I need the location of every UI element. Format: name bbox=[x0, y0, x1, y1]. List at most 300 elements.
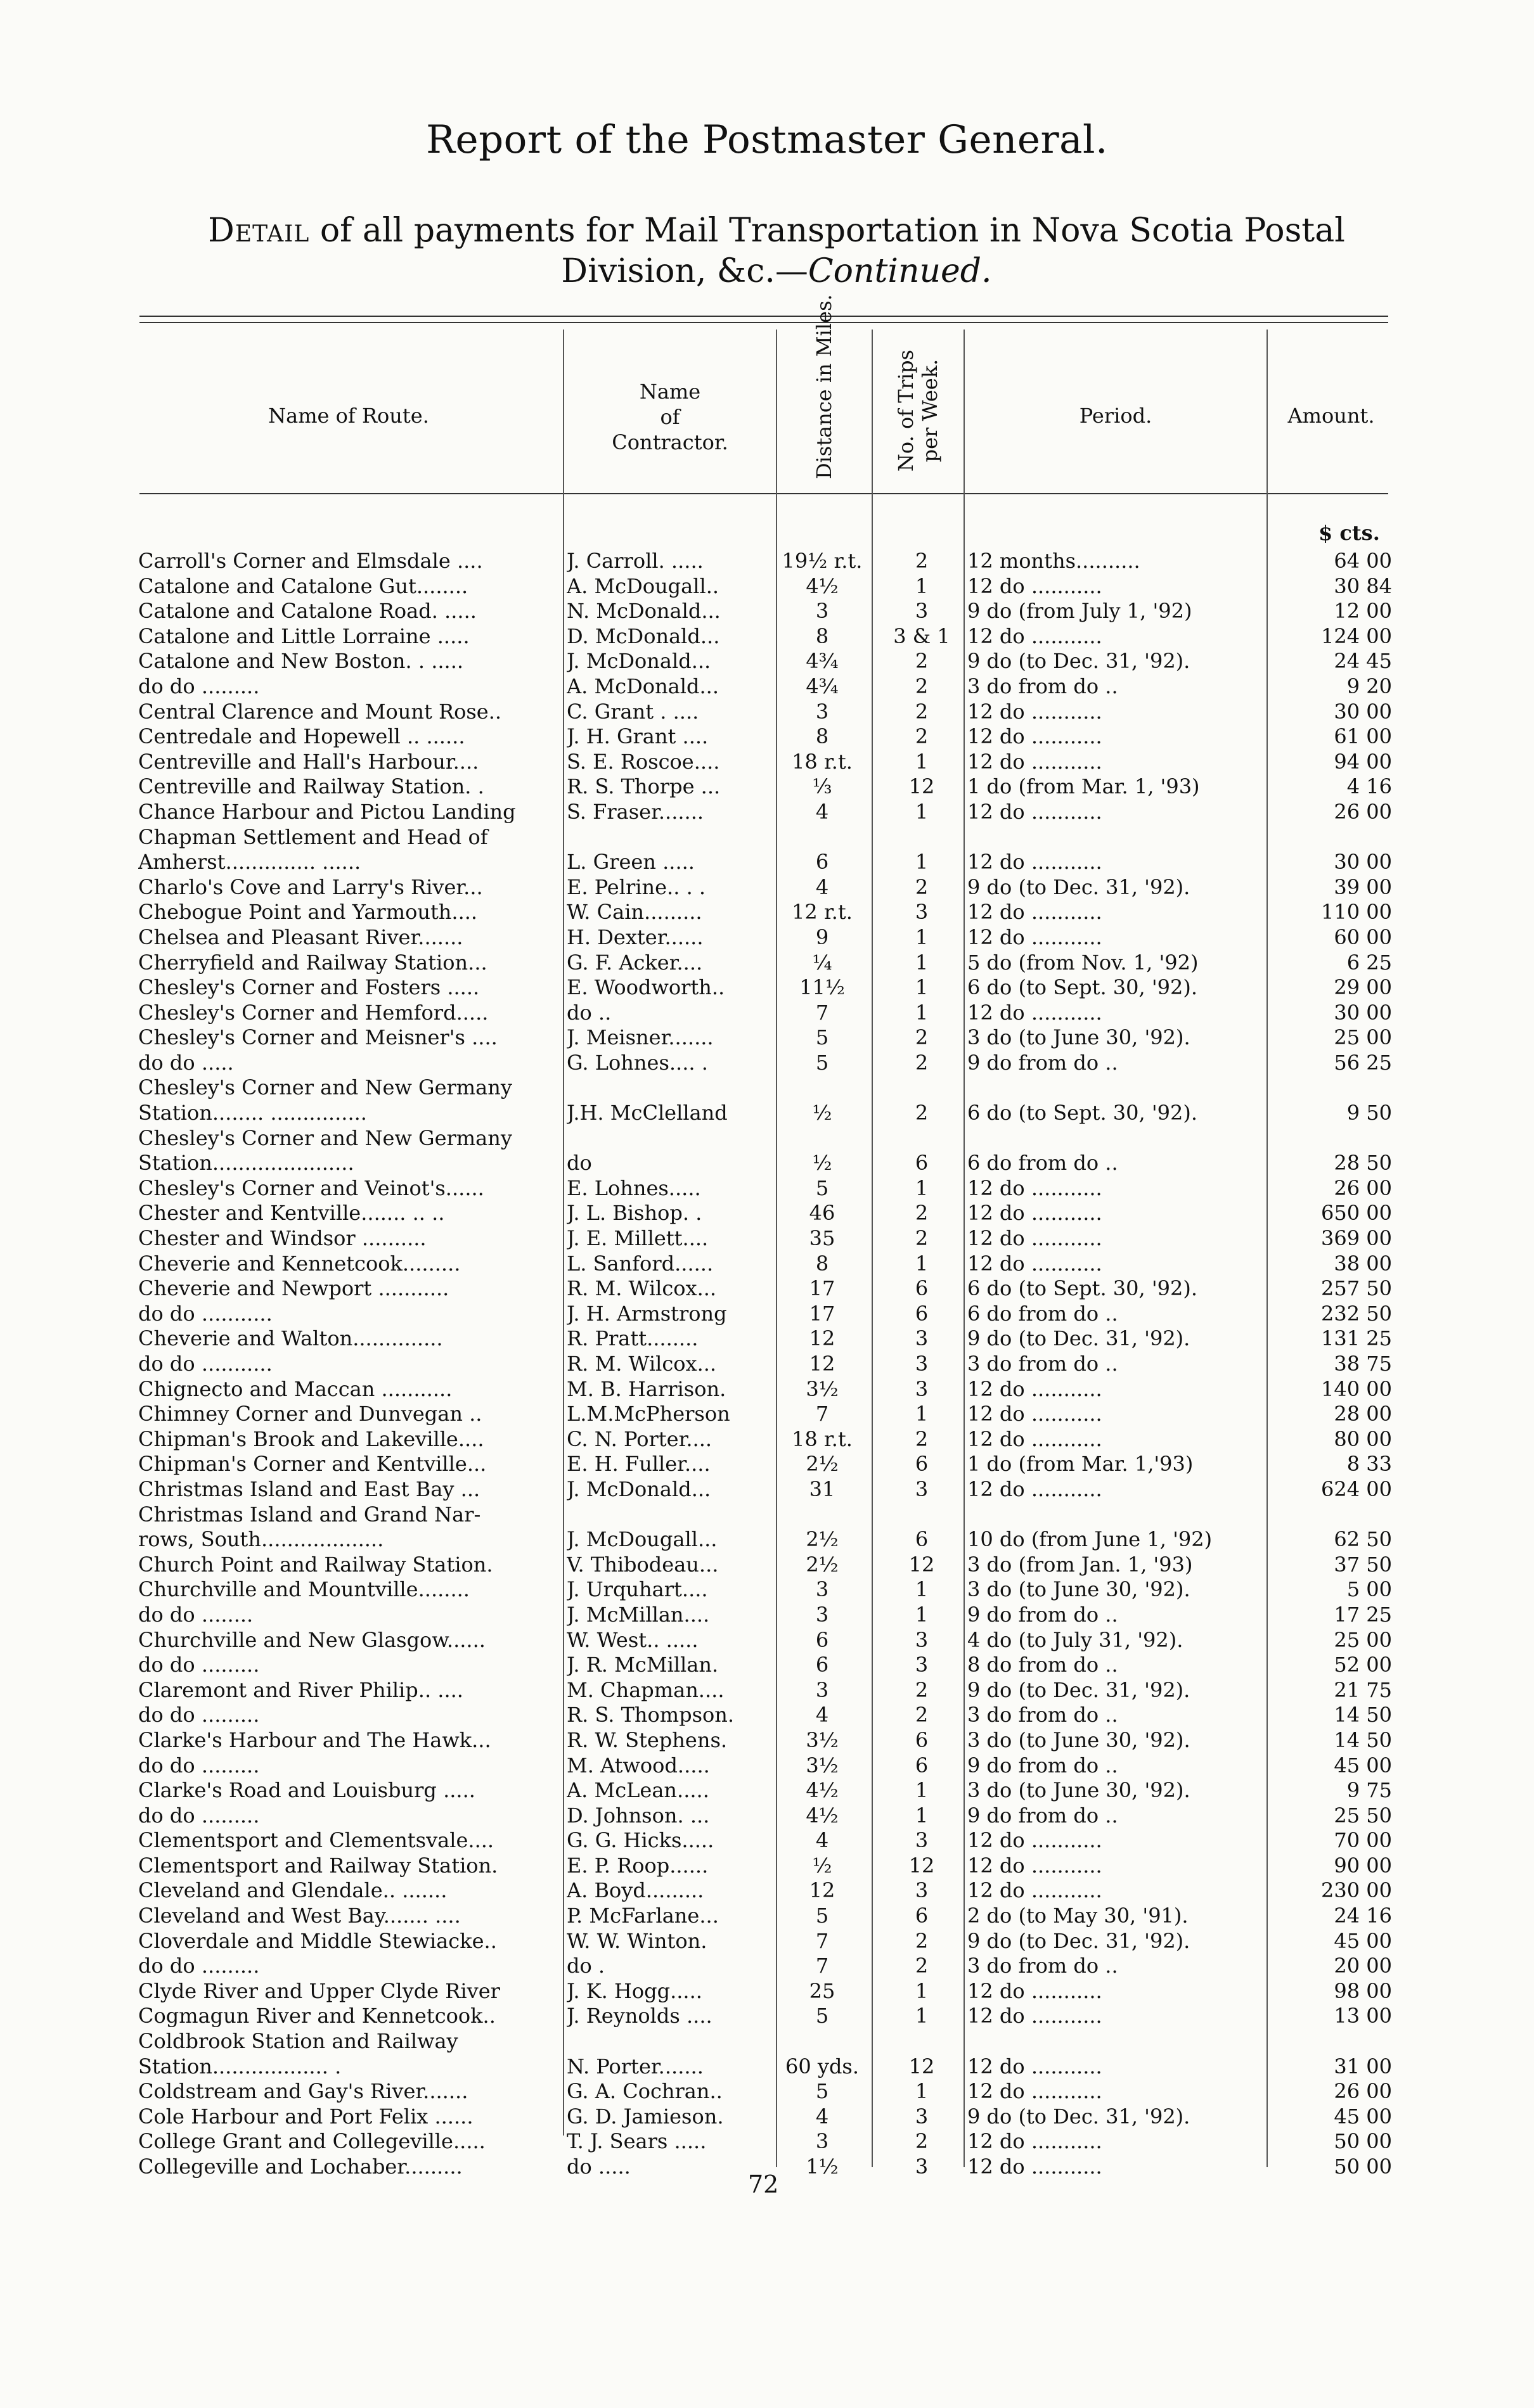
cell-route: do do ......... bbox=[138, 674, 260, 698]
cell-distance: 4½ bbox=[806, 573, 839, 598]
cell-trips: 3 & 1 bbox=[893, 624, 950, 648]
table-row bbox=[0, 1828, 1534, 1854]
cell-contractor: do bbox=[567, 1151, 592, 1175]
cell-trips: 1 bbox=[915, 975, 929, 1000]
cell-distance: 5 bbox=[815, 1025, 829, 1050]
cell-route: Cleveland and Glendale.. ....... bbox=[138, 1878, 448, 1903]
cell-distance: 11½ bbox=[799, 975, 845, 1000]
cell-amount: 38 75 bbox=[1334, 1352, 1392, 1376]
cell-contractor: J. McDonald... bbox=[567, 1476, 711, 1501]
table-row bbox=[0, 1979, 1534, 2004]
cell-contractor: do .. bbox=[567, 1000, 612, 1025]
cell-trips: 2 bbox=[915, 1954, 929, 1978]
cell-trips: 1 bbox=[915, 1778, 929, 1803]
cell-distance: 4¾ bbox=[806, 674, 839, 698]
cell-contractor: E. H. Fuller.... bbox=[567, 1452, 711, 1476]
cell-contractor: A. Boyd......... bbox=[567, 1878, 704, 1903]
cell-contractor: G. F. Acker.... bbox=[567, 950, 703, 975]
cell-trips: 1 bbox=[915, 2079, 929, 2104]
table-row bbox=[0, 599, 1534, 624]
cell-amount: 28 00 bbox=[1334, 1402, 1392, 1426]
cell-amount: 6 25 bbox=[1346, 950, 1392, 975]
cell-trips: 1 bbox=[915, 1000, 929, 1025]
cell-distance: 4 bbox=[815, 799, 829, 824]
cell-trips: 1 bbox=[915, 1577, 929, 1602]
cell-period: 12 do ........... bbox=[967, 1251, 1102, 1276]
table-row bbox=[0, 1527, 1534, 1553]
cell-trips: 3 bbox=[915, 1476, 929, 1501]
cell-amount: 9 50 bbox=[1346, 1101, 1392, 1125]
cell-period: 8 do from do .. bbox=[967, 1653, 1118, 1677]
cell-trips: 2 bbox=[915, 1101, 929, 1125]
table-row bbox=[0, 1577, 1534, 1603]
cell-amount: 140 00 bbox=[1321, 1376, 1392, 1401]
cell-contractor: D. Johnson. ... bbox=[567, 1803, 710, 1828]
cell-route: Station.................. . bbox=[138, 2054, 342, 2078]
cell-route: Cheverie and Walton.............. bbox=[138, 1326, 443, 1351]
cell-amount: 232 50 bbox=[1321, 1301, 1392, 1326]
cell-trips: 1 bbox=[915, 950, 929, 975]
cell-route: Clarke's Harbour and The Hawk... bbox=[138, 1727, 491, 1752]
cell-amount: 25 50 bbox=[1334, 1803, 1392, 1828]
cell-route: Catalone and Catalone Gut........ bbox=[138, 573, 468, 598]
cell-trips: 3 bbox=[915, 1828, 929, 1853]
subtitle-rest: of all payments for Mail Transportation in Nova Scotia Postal bbox=[319, 212, 1345, 250]
table-row bbox=[0, 875, 1534, 900]
table-row bbox=[0, 1276, 1534, 1302]
cell-period: 6 do from do .. bbox=[967, 1151, 1118, 1175]
cell-distance: 3½ bbox=[806, 1727, 839, 1752]
cell-contractor: E. Lohnes..... bbox=[567, 1175, 701, 1200]
cell-contractor: L. Green ..... bbox=[567, 850, 695, 874]
cell-contractor: W. Cain......... bbox=[567, 900, 702, 925]
cell-distance: 2½ bbox=[806, 1452, 839, 1476]
cell-distance: 6 bbox=[815, 1627, 829, 1652]
table-row bbox=[0, 900, 1534, 925]
cell-contractor: do ..... bbox=[567, 2155, 631, 2179]
table-row bbox=[0, 2079, 1534, 2104]
cell-contractor: V. Thibodeau... bbox=[567, 1552, 719, 1577]
cell-period: 12 do ........... bbox=[967, 925, 1102, 949]
cell-amount: 61 00 bbox=[1334, 724, 1392, 749]
table-row bbox=[0, 2129, 1534, 2155]
cell-contractor: P. McFarlane... bbox=[567, 1904, 719, 1928]
cell-amount: 110 00 bbox=[1321, 900, 1392, 925]
cell-amount: 14 50 bbox=[1334, 1727, 1392, 1752]
cell-trips: 2 bbox=[915, 1703, 929, 1727]
cell-route: do do ..... bbox=[138, 1050, 234, 1075]
cell-amount: 14 50 bbox=[1334, 1703, 1392, 1727]
cell-trips: 1 bbox=[915, 749, 929, 774]
table-row bbox=[0, 1653, 1534, 1678]
cell-route: Chesley's Corner and Meisner's .... bbox=[138, 1025, 498, 1050]
cell-period: 3 do from do .. bbox=[967, 1352, 1118, 1376]
cell-contractor: A. McLean..... bbox=[567, 1778, 709, 1803]
cell-period: 9 do (to Dec. 31, '92). bbox=[967, 2104, 1190, 2129]
cell-contractor: H. Dexter...... bbox=[567, 925, 704, 949]
cell-route: Centredale and Hopewell .. ...... bbox=[138, 724, 465, 749]
cell-amount: 70 00 bbox=[1334, 1828, 1392, 1853]
cell-route: Chipman's Brook and Lakeville.... bbox=[138, 1426, 484, 1451]
cell-distance: 6 bbox=[815, 850, 829, 874]
cell-period: 12 do ........... bbox=[967, 2079, 1102, 2104]
cell-distance: ½ bbox=[812, 1853, 832, 1878]
cell-contractor: do . bbox=[567, 1954, 605, 1978]
cell-period: 12 do ........... bbox=[967, 699, 1102, 724]
cell-distance: 7 bbox=[815, 1954, 829, 1978]
cell-contractor: R. S. Thorpe ... bbox=[567, 774, 721, 799]
cell-trips: 3 bbox=[915, 2104, 929, 2129]
cell-period: 9 do (to Dec. 31, '92). bbox=[967, 649, 1190, 674]
table-row bbox=[0, 850, 1534, 875]
cell-contractor: M. B. Harrison. bbox=[567, 1376, 726, 1401]
cell-amount: 8 33 bbox=[1346, 1452, 1392, 1476]
cell-period: 9 do (to Dec. 31, '92). bbox=[967, 874, 1190, 899]
cell-route: do do ........ bbox=[138, 1602, 254, 1627]
table-row bbox=[0, 1929, 1534, 1954]
cell-amount: 9 75 bbox=[1346, 1778, 1392, 1803]
cell-trips: 1 bbox=[915, 1803, 929, 1828]
cell-contractor: J.H. McClelland bbox=[567, 1101, 728, 1125]
cell-trips: 1 bbox=[915, 1602, 929, 1627]
cell-trips: 2 bbox=[915, 549, 929, 573]
cell-trips: 2 bbox=[915, 1226, 929, 1251]
cell-route: do do ......... bbox=[138, 1653, 260, 1677]
cell-contractor: T. J. Sears ..... bbox=[567, 2129, 707, 2154]
cell-route: Charlo's Cove and Larry's River... bbox=[138, 874, 483, 899]
cell-distance: 3½ bbox=[806, 1376, 839, 1401]
table-row bbox=[0, 1703, 1534, 1728]
cell-distance: 2½ bbox=[806, 1527, 839, 1552]
cell-distance: 4½ bbox=[806, 1803, 839, 1828]
table-row bbox=[0, 624, 1534, 650]
cell-contractor: G. Lohnes.... . bbox=[567, 1050, 708, 1075]
cell-period: 12 do ........... bbox=[967, 1978, 1102, 2003]
cell-amount: 12 00 bbox=[1334, 599, 1392, 624]
cell-contractor: C. N. Porter.... bbox=[567, 1426, 712, 1451]
cell-trips: 1 bbox=[915, 850, 929, 874]
cell-period: 12 do ........... bbox=[967, 850, 1102, 874]
cell-distance: 4 bbox=[815, 1828, 829, 1853]
table-row bbox=[0, 1603, 1534, 1628]
cell-route: Station........ ............... bbox=[138, 1101, 367, 1125]
payments-table bbox=[0, 549, 1534, 2180]
table-row bbox=[0, 975, 1534, 1001]
header-contractor-line2: of bbox=[660, 405, 680, 429]
page-title: Report of the Postmaster General. bbox=[426, 117, 1108, 162]
cell-distance: 5 bbox=[815, 1904, 829, 1928]
cell-trips: 1 bbox=[915, 573, 929, 598]
cell-route: Christmas Island and Grand Nar- bbox=[138, 1502, 481, 1527]
cell-amount: 30 00 bbox=[1334, 1000, 1392, 1025]
cell-period: 12 do ........... bbox=[967, 799, 1102, 824]
table-row bbox=[0, 1001, 1534, 1026]
cell-contractor: G. D. Jamieson. bbox=[567, 2104, 724, 2129]
cell-amount: 45 00 bbox=[1334, 1753, 1392, 1777]
cell-distance: 12 bbox=[809, 1326, 835, 1351]
cell-distance: 8 bbox=[815, 624, 829, 648]
header-trips bbox=[894, 335, 942, 487]
cell-period: 12 do ........... bbox=[967, 573, 1102, 598]
cell-route: Cloverdale and Middle Stewiacke.. bbox=[138, 1928, 497, 1953]
cell-trips: 1 bbox=[915, 799, 929, 824]
cell-trips: 6 bbox=[915, 1727, 929, 1752]
cell-amount: 21 75 bbox=[1334, 1677, 1392, 1702]
table-row bbox=[0, 1226, 1534, 1252]
cell-amount: 30 00 bbox=[1334, 850, 1392, 874]
cell-period: 12 do ........... bbox=[967, 1201, 1102, 1226]
cell-contractor: R. M. Wilcox... bbox=[567, 1276, 717, 1301]
cell-period: 12 do ........... bbox=[967, 624, 1102, 648]
cell-period: 2 do (to May 30, '91). bbox=[967, 1904, 1189, 1928]
cell-route: Chimney Corner and Dunvegan .. bbox=[138, 1402, 482, 1426]
cell-distance: 5 bbox=[815, 2079, 829, 2104]
cell-distance: 35 bbox=[809, 1226, 835, 1251]
cell-distance: 31 bbox=[809, 1476, 835, 1501]
cell-distance: 25 bbox=[809, 1978, 835, 2003]
table-row bbox=[0, 574, 1534, 599]
cell-amount: 37 50 bbox=[1334, 1552, 1392, 1577]
cell-contractor: R. Pratt........ bbox=[567, 1326, 699, 1351]
cell-distance: 5 bbox=[815, 1175, 829, 1200]
cell-contractor: J. E. Millett.... bbox=[567, 1226, 709, 1251]
cell-route: Chesley's Corner and Fosters ..... bbox=[138, 975, 480, 1000]
cell-period: 9 do from do .. bbox=[967, 1803, 1118, 1828]
cell-period: 12 months.......... bbox=[967, 549, 1140, 573]
cell-amount: 45 00 bbox=[1334, 1928, 1392, 1953]
cell-contractor: A. McDonald... bbox=[567, 674, 719, 698]
cell-contractor: R. M. Wilcox... bbox=[567, 1352, 717, 1376]
cell-period: 12 do ........... bbox=[967, 724, 1102, 749]
cell-trips: 3 bbox=[915, 1627, 929, 1652]
cell-amount: 94 00 bbox=[1334, 749, 1392, 774]
table-row bbox=[0, 1201, 1534, 1226]
table-row bbox=[0, 1302, 1534, 1327]
cell-distance: 3 bbox=[815, 1577, 829, 1602]
cell-trips: 12 bbox=[908, 774, 935, 799]
table-row bbox=[0, 750, 1534, 775]
cell-trips: 3 bbox=[915, 1653, 929, 1677]
table-row bbox=[0, 1252, 1534, 1277]
cell-amount: 80 00 bbox=[1334, 1426, 1392, 1451]
cell-distance: 7 bbox=[815, 1402, 829, 1426]
cell-amount: 9 20 bbox=[1346, 674, 1392, 698]
cell-period: 9 do (to Dec. 31, '92). bbox=[967, 1326, 1190, 1351]
cell-distance: 4 bbox=[815, 2104, 829, 2129]
header-amount: Amount. bbox=[1287, 404, 1375, 428]
header-contractor-line3: Contractor. bbox=[612, 430, 728, 454]
header-top-rule bbox=[139, 316, 1388, 317]
cell-trips: 6 bbox=[915, 1527, 929, 1552]
cell-route: Cleveland and West Bay....... .... bbox=[138, 1904, 461, 1928]
cell-contractor: D. McDonald... bbox=[567, 624, 720, 648]
cell-contractor: G. A. Cochran.. bbox=[567, 2079, 723, 2104]
cell-trips: 1 bbox=[915, 925, 929, 949]
cell-period: 12 do ........... bbox=[967, 1000, 1102, 1025]
cell-period: 12 do ........... bbox=[967, 1476, 1102, 1501]
cell-route: Clarke's Road and Louisburg ..... bbox=[138, 1778, 475, 1803]
cell-trips: 12 bbox=[908, 1853, 935, 1878]
header-contractor-line1: Name bbox=[639, 380, 701, 404]
cell-route: Cogmagun River and Kennetcook.. bbox=[138, 2004, 496, 2028]
cell-distance: 12 r.t. bbox=[792, 900, 853, 925]
header-trips-text: No. of Trips per Week. bbox=[894, 349, 942, 472]
cell-route: Clementsport and Railway Station. bbox=[138, 1853, 498, 1878]
header-bottom-rule bbox=[139, 493, 1388, 494]
cell-contractor: J. McDougall... bbox=[567, 1527, 718, 1552]
cell-route: do do ........... bbox=[138, 1301, 273, 1326]
cell-period: 3 do from do .. bbox=[967, 674, 1118, 698]
cell-distance: ½ bbox=[812, 1151, 832, 1175]
cell-route: Coldbrook Station and Railway bbox=[138, 2029, 458, 2054]
cell-amount: 29 00 bbox=[1334, 975, 1392, 1000]
cell-period: 3 do (to June 30, '92). bbox=[967, 1577, 1190, 1602]
cell-route: Churchville and New Glasgow...... bbox=[138, 1627, 486, 1652]
cell-route: rows, South................... bbox=[138, 1527, 384, 1552]
table-row bbox=[0, 1326, 1534, 1352]
header-cents: $ cts. bbox=[1318, 521, 1380, 545]
cell-distance: 2½ bbox=[806, 1552, 839, 1577]
cell-period: 10 do (from June 1, '92) bbox=[967, 1527, 1213, 1552]
header-contractor bbox=[567, 379, 773, 455]
cell-amount: 25 00 bbox=[1334, 1025, 1392, 1050]
header-route: Name of Route. bbox=[268, 404, 429, 428]
table-row bbox=[0, 1101, 1534, 1126]
cell-route: Chesley's Corner and New Germany bbox=[138, 1125, 512, 1150]
cell-route: Catalone and Catalone Road. ..... bbox=[138, 599, 477, 624]
cell-trips: 6 bbox=[915, 1151, 929, 1175]
cell-period: 12 do ........... bbox=[967, 1376, 1102, 1401]
cell-trips: 2 bbox=[915, 1201, 929, 1226]
cell-trips: 3 bbox=[915, 599, 929, 624]
cell-route: Chesley's Corner and Veinot's...... bbox=[138, 1175, 484, 1200]
cell-period: 9 do (to Dec. 31, '92). bbox=[967, 1928, 1190, 1953]
cell-period: 3 do from do .. bbox=[967, 1703, 1118, 1727]
cell-contractor: S. E. Roscoe.... bbox=[567, 749, 720, 774]
cell-contractor: J. Reynolds .... bbox=[567, 2004, 712, 2028]
cell-distance: 3 bbox=[815, 599, 829, 624]
cell-period: 1 do (from Mar. 1,'93) bbox=[967, 1452, 1194, 1476]
cell-distance: 3½ bbox=[806, 1753, 839, 1777]
cell-period: 12 do ........... bbox=[967, 1878, 1102, 1903]
cell-contractor: N. McDonald... bbox=[567, 599, 721, 624]
cell-contractor: A. McDougall.. bbox=[567, 573, 719, 598]
cell-trips: 1 bbox=[915, 1402, 929, 1426]
cell-trips: 6 bbox=[915, 1753, 929, 1777]
cell-period: 9 do (from July 1, '92) bbox=[967, 599, 1192, 624]
cell-trips: 6 bbox=[915, 1452, 929, 1476]
cell-trips: 1 bbox=[915, 2004, 929, 2028]
table-row bbox=[0, 1778, 1534, 1803]
cell-trips: 2 bbox=[915, 1025, 929, 1050]
table-row bbox=[0, 1904, 1534, 1929]
table-row bbox=[0, 1126, 1534, 1151]
cell-amount: 52 00 bbox=[1334, 1653, 1392, 1677]
cell-trips: 12 bbox=[908, 2054, 935, 2078]
cell-amount: 124 00 bbox=[1321, 624, 1392, 648]
cell-route: Chester and Kentville....... .. .. bbox=[138, 1201, 445, 1226]
cell-trips: 3 bbox=[915, 2155, 929, 2179]
cell-distance: 7 bbox=[815, 1928, 829, 1953]
cell-contractor: J. McMillan.... bbox=[567, 1602, 710, 1627]
cell-amount: 26 00 bbox=[1334, 2079, 1392, 2104]
cell-distance: 46 bbox=[809, 1201, 835, 1226]
cell-distance: 12 bbox=[809, 1352, 835, 1376]
cell-contractor: J. McDonald... bbox=[567, 649, 711, 674]
cell-amount: 25 00 bbox=[1334, 1627, 1392, 1652]
subtitle-line2: Division, &c.— bbox=[561, 252, 808, 290]
cell-contractor: J. H. Armstrong bbox=[567, 1301, 727, 1326]
cell-contractor: M. Chapman.... bbox=[567, 1677, 725, 1702]
table-row bbox=[0, 1878, 1534, 1904]
cell-trips: 3 bbox=[915, 1352, 929, 1376]
cell-amount: 98 00 bbox=[1334, 1978, 1392, 2003]
cell-trips: 3 bbox=[915, 900, 929, 925]
cell-contractor: J. H. Grant .... bbox=[567, 724, 709, 749]
table-row bbox=[0, 825, 1534, 850]
cell-period: 3 do (to June 30, '92). bbox=[967, 1727, 1190, 1752]
cell-amount: 60 00 bbox=[1334, 925, 1392, 949]
cell-contractor: L.M.McPherson bbox=[567, 1402, 730, 1426]
cell-trips: 3 bbox=[915, 1878, 929, 1903]
table-row bbox=[0, 1402, 1534, 1427]
cell-distance: 5 bbox=[815, 1050, 829, 1075]
cell-contractor: G. G. Hicks..... bbox=[567, 1828, 714, 1853]
cell-contractor: E. Pelrine.. . . bbox=[567, 874, 706, 899]
table-row bbox=[0, 951, 1534, 976]
cell-route: Chebogue Point and Yarmouth.... bbox=[138, 900, 478, 925]
cell-contractor: J. R. McMillan. bbox=[567, 1653, 719, 1677]
cell-trips: 2 bbox=[915, 874, 929, 899]
cell-route: Cheverie and Kennetcook......... bbox=[138, 1251, 461, 1276]
cell-route: Chester and Windsor .......... bbox=[138, 1226, 427, 1251]
table-row bbox=[0, 674, 1534, 700]
cell-distance: ¼ bbox=[812, 950, 832, 975]
cell-trips: 3 bbox=[915, 1376, 929, 1401]
cell-distance: 3 bbox=[815, 1677, 829, 1702]
table-row bbox=[0, 2029, 1534, 2054]
cell-contractor: N. Porter....... bbox=[567, 2054, 704, 2078]
cell-trips: 3 bbox=[915, 1326, 929, 1351]
cell-amount: 39 00 bbox=[1334, 874, 1392, 899]
cell-period: 5 do (from Nov. 1, '92) bbox=[967, 950, 1199, 975]
cell-amount: 26 00 bbox=[1334, 799, 1392, 824]
cell-amount: 131 25 bbox=[1321, 1326, 1392, 1351]
cell-period: 9 do from do .. bbox=[967, 1602, 1118, 1627]
cell-amount: 31 00 bbox=[1334, 2054, 1392, 2078]
cell-distance: 60 yds. bbox=[785, 2054, 860, 2078]
cell-distance: 8 bbox=[815, 724, 829, 749]
cell-trips: 2 bbox=[915, 724, 929, 749]
cell-distance: 6 bbox=[815, 1653, 829, 1677]
cell-amount: 4 16 bbox=[1346, 774, 1392, 799]
cell-period: 9 do from do .. bbox=[967, 1753, 1118, 1777]
cell-period: 12 do ........... bbox=[967, 2129, 1102, 2154]
cell-amount: 624 00 bbox=[1321, 1476, 1392, 1501]
cell-period: 12 do ........... bbox=[967, 2004, 1102, 2028]
cell-distance: 19½ r.t. bbox=[782, 549, 863, 573]
cell-distance: 18 r.t. bbox=[792, 1426, 853, 1451]
cell-distance: 12 bbox=[809, 1878, 835, 1903]
table-row bbox=[0, 1678, 1534, 1703]
cell-period: 3 do (to June 30, '92). bbox=[967, 1778, 1190, 1803]
cell-distance: 3 bbox=[815, 699, 829, 724]
subtitle-lead: Detail bbox=[208, 212, 310, 250]
table-row bbox=[0, 1954, 1534, 1979]
cell-period: 12 do ........... bbox=[967, 1226, 1102, 1251]
cell-distance: 5 bbox=[815, 2004, 829, 2028]
cell-trips: 6 bbox=[915, 1276, 929, 1301]
